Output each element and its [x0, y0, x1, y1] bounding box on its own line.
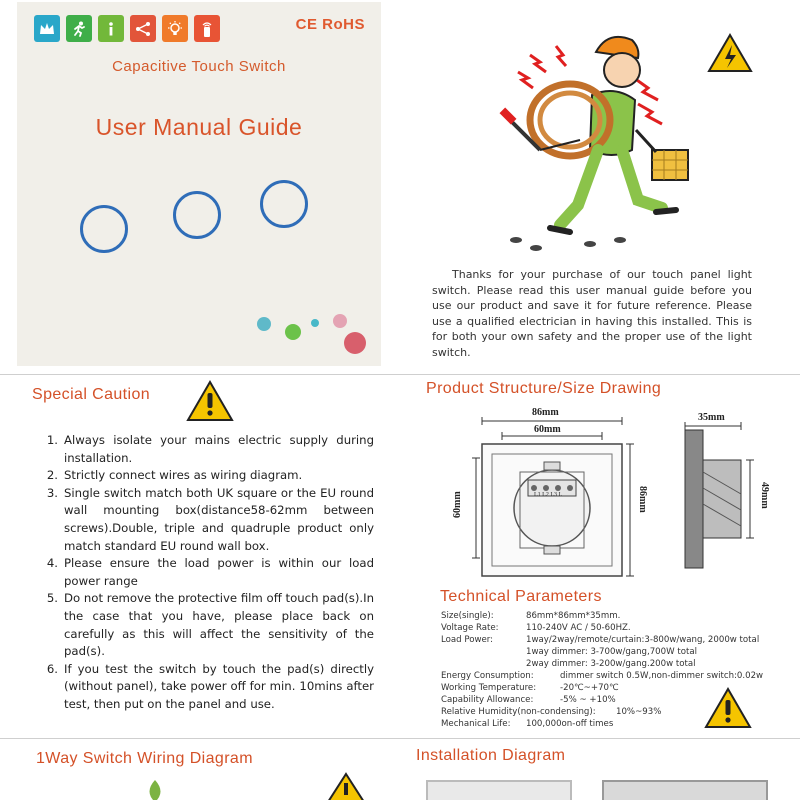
intro-text: Thanks for your purchase of our touch panel light switch. Please read this user manual guide before you use our product and save it for future reference. Please use a qualified electrician in having this installed. This is for both your own safety and the proper use of the light switch.	[432, 268, 752, 359]
warning-icon	[707, 33, 753, 73]
tech-row-value: 100,000on-off times	[526, 719, 614, 729]
touch-pad-ring	[80, 205, 128, 253]
share-icon	[130, 15, 156, 42]
bottom-sections	[0, 738, 800, 800]
touch-pad-ring	[260, 180, 308, 228]
warning-icon	[186, 380, 234, 422]
leaf-icon	[140, 778, 170, 800]
tech-row: Load Power:	[441, 635, 494, 645]
dim-inner-height: 60mm	[452, 491, 463, 518]
technical-parameters-section	[400, 586, 800, 736]
special-caution-title: Special Caution	[32, 386, 151, 403]
list-item: 4. Please ensure the load power is within our load power range	[46, 556, 374, 588]
feature-icons	[34, 15, 220, 42]
tech-row-value: dimmer switch 0.5W,non-dimmer switch:0.02w	[560, 671, 764, 681]
cover-title: User Manual Guide	[95, 114, 303, 140]
touch-pad-ring	[173, 191, 221, 239]
dim-outer-height: 86mm	[637, 486, 648, 513]
list-item: 6. If you test the switch by touch the pad(s) directly (without panel), take power off for min. 10mins after test, then put on the panel and use.	[46, 661, 374, 711]
special-caution-section	[0, 376, 400, 736]
warning-icon	[704, 687, 752, 729]
decor-dot	[333, 314, 347, 328]
technical-parameters-title: Technical Parameters	[440, 588, 602, 605]
cover-subtitle: Capacitive Touch Switch	[112, 58, 286, 75]
tech-row: Mechanical Life:	[441, 719, 511, 729]
tech-row-value: 2way dimmer: 3-200w/gang.200w total	[526, 659, 696, 669]
installation-image-right	[602, 780, 768, 800]
bulb-icon	[162, 15, 188, 42]
tech-row-value: 110-240V AC / 50-60HZ.	[526, 623, 631, 633]
tech-row: Working Temperature:	[441, 683, 537, 693]
tech-row-value: 10%~93%	[616, 707, 662, 717]
cover-panel	[0, 0, 394, 372]
decor-dot	[344, 332, 366, 354]
wiring-diagram-title: 1Way Switch Wiring Diagram	[36, 750, 253, 767]
tech-row: Size(single):	[441, 611, 494, 621]
product-structure-title: Product Structure/Size Drawing	[426, 380, 662, 397]
dim-side-height: 49mm	[759, 482, 770, 509]
terminal-labels: L1 L2 L3 L	[534, 492, 563, 498]
tech-row: Energy Consumption:	[441, 671, 534, 681]
electrician-panel	[400, 0, 800, 372]
remote-icon	[194, 15, 220, 42]
divider	[0, 374, 800, 375]
list-item: 1. Always isolate your mains electric supply during installation.	[46, 433, 374, 465]
running-man-icon	[66, 15, 92, 42]
tech-row: Capability Allowance:	[441, 695, 534, 705]
tech-row-value: -20℃~+70℃	[560, 683, 619, 693]
tech-row-value: 86mm*86mm*35mm.	[526, 611, 621, 621]
dim-depth: 35mm	[698, 412, 725, 423]
ce-rohs-mark: CE RoHS	[295, 16, 365, 33]
installation-diagram-title: Installation Diagram	[416, 747, 566, 764]
tech-row-value: 1way/2way/remote/curtain:3-800w/wang, 2000w total	[526, 635, 760, 645]
dim-inner-width: 60mm	[534, 424, 561, 435]
tech-row-value: 1way dimmer: 3-700w/gang,700W total	[526, 647, 697, 657]
list-item: 5. Do not remove the protective film off touch pad(s).In the case that you have, please place back on carefully as this will affect the sensitivity of the pad(s).	[46, 591, 374, 659]
decor-dot	[257, 317, 271, 331]
decor-dot	[285, 324, 301, 340]
crown-icon	[34, 15, 60, 42]
tech-row: Relative Humidity(non-condensing):	[441, 707, 596, 717]
info-icon	[98, 15, 124, 42]
list-item: 2. Strictly connect wires as wiring diagram.	[46, 468, 303, 483]
cover-card	[17, 2, 381, 366]
dim-outer-width: 86mm	[532, 407, 559, 418]
product-structure-section	[400, 376, 800, 586]
warning-icon	[326, 772, 366, 800]
tech-row-value: -5% ~ +10%	[560, 695, 616, 705]
installation-image-left	[426, 780, 572, 800]
tech-row: Voltage Rate:	[441, 623, 499, 633]
caution-list	[40, 432, 374, 714]
list-item: 3. Single switch match both UK square or the EU round wall mounting box(distance58-62mm between screws).Double, triple and quadruple product only match standard EU round wall box.	[46, 485, 374, 553]
size-drawing	[400, 376, 800, 586]
decor-dot	[311, 319, 319, 327]
